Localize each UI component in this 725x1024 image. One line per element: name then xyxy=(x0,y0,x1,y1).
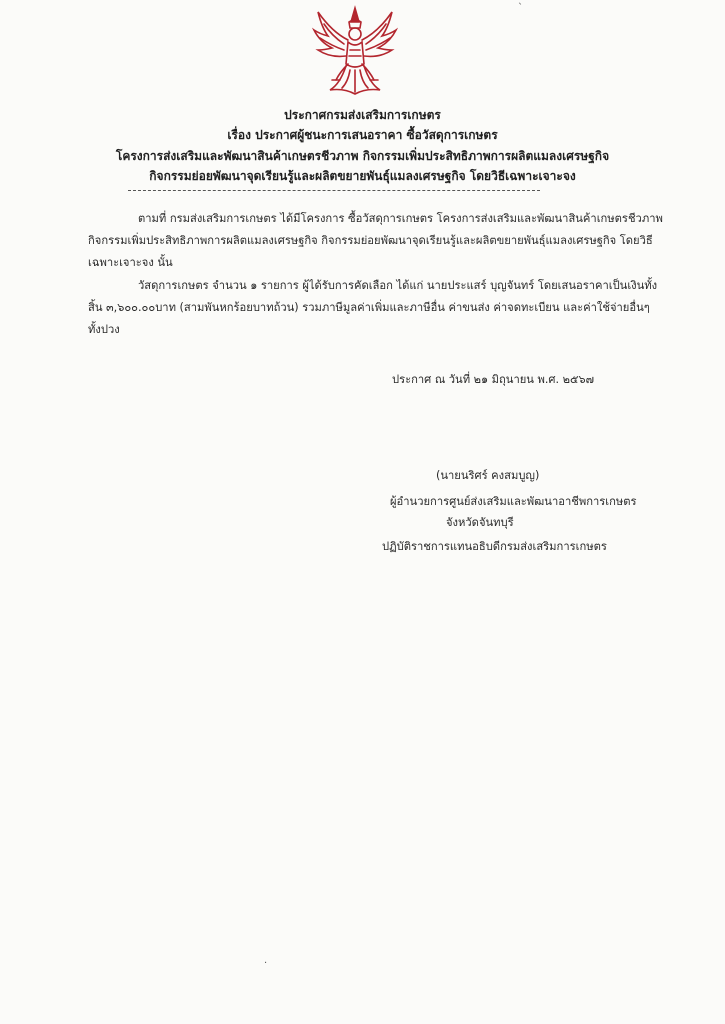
signer-title-2: จังหวัดจันทบุรี xyxy=(446,516,514,529)
header-subject: เรื่อง ประกาศผู้ชนะการเสนอราคา ซื้อวัสดุการเกษตร xyxy=(227,128,498,142)
body-paragraph-1: ตามที่ กรมส่งเสริมการเกษตร ได้มีโครงการ ซื้อวัสดุการเกษตร โครงการส่งเสริมและพัฒนาสินค้าเกษตรชีวภาพ กิจกรรมเพิ่มประสิทธิภาพการผลิตแมลงเศรษฐกิจ กิจกรรมย่อยพัฒนาจุดเรียนรู้และผลิตขยายพันธุ์แมลงเศรษฐกิจ โดยวิธีเฉพาะเจาะจง นั้น xyxy=(88,212,663,269)
header-subactivity: กิจกรรมย่อยพัฒนาจุดเรียนรู้และผลิตขยายพันธุ์แมลงเศรษฐกิจ โดยวิธีเฉพาะเจาะจง xyxy=(149,169,576,183)
scan-mark xyxy=(518,0,523,5)
signer-title-3: ปฏิบัติราชการแทนอธิบดีกรมส่งเสริมการเกษตร xyxy=(382,540,607,553)
header-title: ประกาศกรมส่งเสริมการเกษตร xyxy=(284,108,441,122)
header-project: โครงการส่งเสริมและพัฒนาสินค้าเกษตรชีวภาพ กิจกรรมเพิ่มประสิทธิภาพการผลิตแมลงเศรษฐกิจ xyxy=(115,149,610,163)
signer-name: (นายนริศร์ คงสมบูญ) xyxy=(436,469,540,482)
dashed-divider xyxy=(128,190,540,191)
signer-title-1: ผู้อำนวยการศูนย์ส่งเสริมและพัฒนาอาชีพการเกษตร xyxy=(390,495,637,508)
announcement-date: ประกาศ ณ วันที่ ๒๑ มิถุนายน พ.ศ. ๒๕๖๗ xyxy=(392,373,594,386)
body-paragraph-2: วัสดุการเกษตร จำนวน ๑ รายการ ผู้ได้รับการคัดเลือก ได้แก่ นายประแสร์ บุญจันทร์ โดยเสนอราคาเป็นเงินทั้งสิ้น ๓,๖๐๐.๐๐บาท (สามพันหกร้อยบาทถ้วน) รวมภาษีมูลค่าเพิ่มและภาษีอื่น ค่าขนส่ง ค่าจดทะเบียน และค่าใช้จ่ายอื่นๆ ทั้งปวง xyxy=(88,279,658,336)
scan-speck: · xyxy=(264,958,268,969)
garuda-emblem-icon xyxy=(310,4,400,96)
